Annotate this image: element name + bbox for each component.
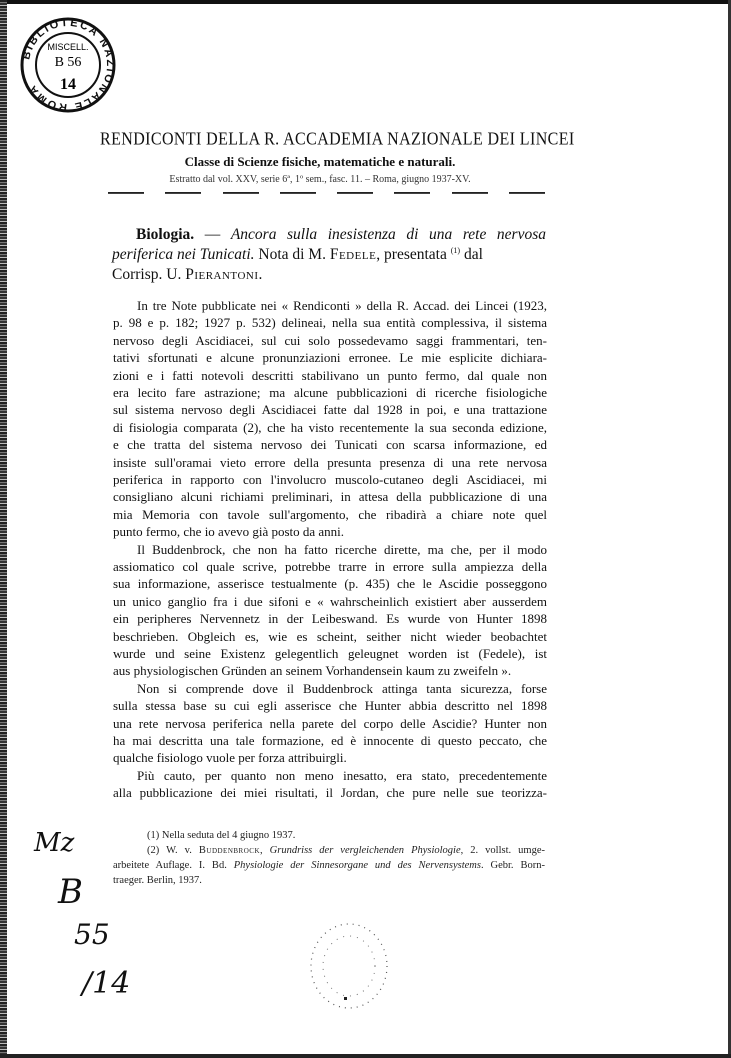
extract-info: Estratto dal vol. XXV, serie 6ª, 1º sem., fasc. 11. – Roma, giugno 1937-XV. [169,174,471,185]
dal-text: dal [460,246,483,264]
fn2-line2-a: arbeitete Auflage. I. Bd. [113,860,234,871]
body-line: alla pubblicazione dei miei risultati, il Jordan, che pure nelle sue teorizza- [113,785,547,801]
scan-border-left [0,0,7,1058]
handwritten-mark-4: /14 [82,966,131,1001]
corr-text: Corrisp. U. [112,266,186,283]
fn2-author: Buddenbrock [198,845,261,856]
body-line: mia Memoria con tavole sull'argomento, che ribadirà a chiare note quel [113,506,547,522]
body-line: qualche fisiologo vuole per forza attribuirgli. [113,750,347,766]
body-line: sua informazione, asserisce testualmente (p. 435) che le Ascidie posseggono [113,576,547,592]
footnote-2-line-2 [113,859,545,873]
scan-border-top [0,0,731,4]
article-heading-line-3 [112,266,546,284]
handwritten-mark-3: 55 [74,918,110,951]
article-heading-line-2 [112,246,546,264]
handwritten-mark-2: B [58,872,83,912]
body-line: e che tratta del sistema nervoso dei Tunicati con scarsa informazione, ed [113,437,547,453]
author-name: Fedele [329,246,377,264]
body-line: una rete nervosa periferica nella parete del corpo delle Ascidie? Hunter non [113,715,547,731]
body-line: Più cauto, per quanto non meno inesatto, era stato, precedentemente [137,767,547,783]
body-line: p. 98 e p. 182; 1927 p. 532) delineai, nella sua entità complessiva, il sistema [113,315,547,331]
dash: — [194,226,231,243]
article-heading-line-1 [112,226,546,244]
presented-text: , presentata [376,246,451,264]
article-title-1: Ancora sulla inesistenza di una rete nervosa [230,226,547,243]
body-line: Il Buddenbrock, che non ha fatto ricerche dirette, ma che, per il modo [137,541,547,557]
body-line: ha mai descritta una tale formazione, ed è innocente di questo peccato, che [113,733,547,748]
body-line: tativi sfortunati e alcune pronunziazioni erronee. Le mie esplicite dichiara- [113,350,547,366]
fn2-title: Grundriss der vergleichenden Physiologie [269,845,461,856]
fn2-prefix: (2) W. v. [147,845,199,856]
body-line: punto fermo, che io avevo già posto da anni. [113,524,345,540]
footnote-2-line-3: traeger. Berlin, 1937. [113,875,202,886]
header-rule [108,192,545,198]
body-line: beschrieben. Obgleich es, wie es scheint, seither nicht wieder beobachtet [113,628,547,644]
body-line: zioni e i fatti notevoli descritti stabilivano un punto fermo, dal quale non [113,367,547,383]
footnote-2-line-1 [113,844,545,858]
presenter-name: Pierantoni. [185,266,263,283]
body-line: sulla stessa base su cui egli asserisce che Hunter abbia descritto nel 1898 [113,698,547,714]
body-line: sul sistema nervoso degli Ascidiacei fatte dal 1928 in poi, e una trattazione [113,402,547,418]
journal-class: Classe di Scienze fisiche, matematiche e naturali. [184,154,456,169]
journal-title: RENDICONTI DELLA R. ACCADEMIA NAZIONALE DEI LINCEI [100,129,575,150]
fn2-publisher: . Gebr. Born- [480,860,545,871]
footnote-1: (1) Nella seduta del 4 giugno 1937. [147,830,296,841]
stamp-shelf: B 56 [54,55,82,70]
body-line: di fisiologia comparata (2), che ha visto recentemente la sua seconda edizione, [113,419,547,435]
body-line: nervoso degli Ascidiacei, sul cui solo possedevamo saggi frammentari, ten- [113,332,547,348]
article-title-2: periferica nei Tunicati. [112,246,255,264]
body-line: periferica in rapporto con l'involucro muscolo-cutaneo degli Ascidiacei, mi [113,472,547,487]
stamp-ring-text: BIBLIOTECA NAZIONALE ROMA [20,16,117,114]
fn2-volume-title: Physiologie der Sinnesorgane und des Nervensystems [233,860,481,871]
handwritten-mark-1: Mz [34,828,75,858]
body-line: ein peripheres Nervennetz in der Leibeswand. Es wurde von Hunter 1898 [113,611,547,627]
stamp-number: 14 [60,76,76,93]
body-line: In tre Note pubblicate nei « Rendiconti » della R. Accad. dei Lincei (1923, [137,298,547,313]
body-line: insiste sull'oramai vieto errore della presunta presenza di una rete nervosa [113,454,547,470]
footnote-ref: (1) [450,246,461,255]
body-line: un unico ganglio fra i due sifoni e « wahrscheinlich existiert aber ausserdem [113,593,547,609]
body-line: aus physiologischen Gründen an seinem Vorhandensein kaum zu zweifeln ». [113,663,512,679]
body-line: assiomatico col quale scrive, potrebbe trarre in errore sulla ampiezza della [113,559,547,574]
section-label: Biologia. [136,226,195,243]
body-line: Non si comprende dove il Buddenbrock attinga tanta sicurezza, forse [137,680,547,696]
library-stamp [18,14,118,116]
body-line: wurde und seine Existenz gelegentlich geleugnet worden ist (Fedele), ist [113,646,547,661]
stamp-label: MISCELL. [47,42,89,52]
scan-border-bottom [0,1054,731,1058]
body-line: consigliano alcuni richiami preliminari, in attesa della pubblicazione di una [113,489,547,505]
fn2-edition: , 2. vollst. umge- [460,845,545,856]
body-line: era lecito fare astrazione; ma alcune pubblicazioni di ricerche fisiologiche [113,385,547,400]
fn2-sep: , [260,845,270,856]
faint-embossed-stamp [304,920,394,1012]
nota-text: Nota di M. [254,246,330,264]
